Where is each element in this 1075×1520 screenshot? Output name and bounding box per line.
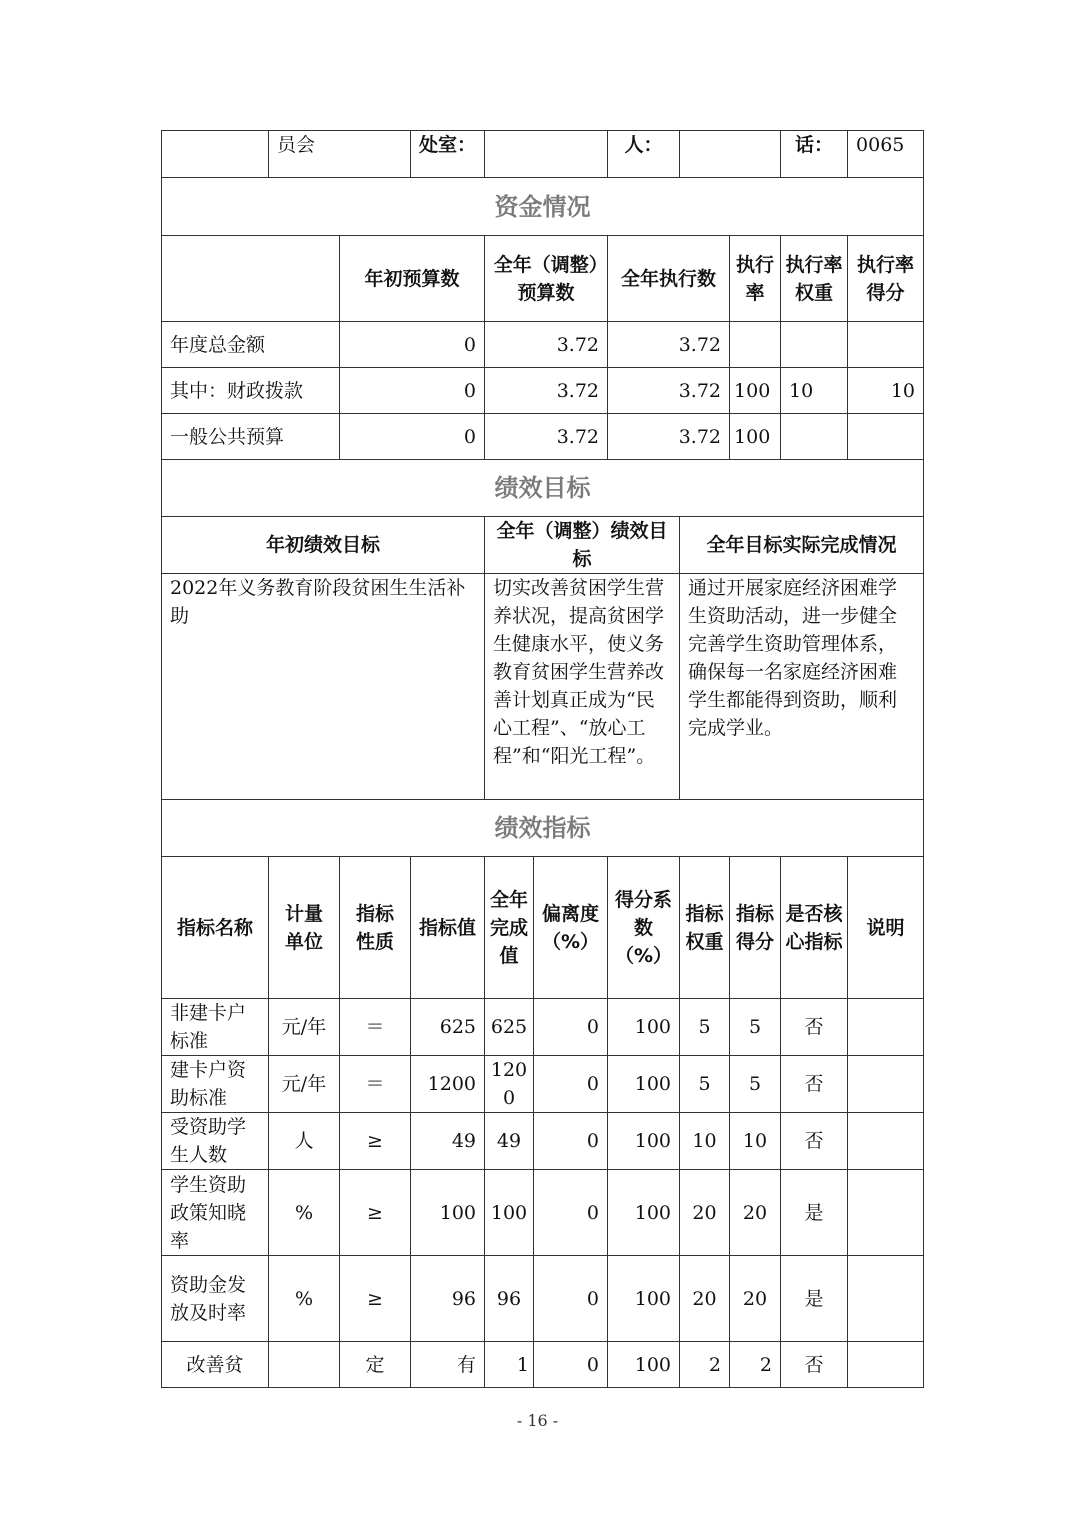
ind-core: 是 — [781, 1256, 848, 1342]
funds-row — [162, 414, 924, 460]
indicator-row — [162, 1256, 924, 1342]
ind-dev: 0 — [534, 1056, 608, 1113]
ind-header-unit: 计量单位 — [269, 857, 340, 999]
ind-nature: ≥ — [340, 1256, 411, 1342]
funds-header-rate: 执行率 — [730, 236, 781, 322]
goals-header-adjusted: 全年（调整）绩效目标 — [485, 517, 680, 574]
ind-dev: 0 — [534, 1342, 608, 1388]
contact-col1 — [162, 131, 269, 178]
ind-header-done: 全年完成值 — [485, 857, 534, 999]
funds-row — [162, 322, 924, 368]
ind-value: 96 — [411, 1256, 485, 1342]
ind-core: 否 — [781, 1056, 848, 1113]
goals-title: 绩效目标 — [162, 460, 924, 517]
ind-note — [848, 1170, 924, 1256]
funds-header-row — [162, 236, 924, 322]
ind-done: 625 — [485, 999, 534, 1056]
ind-name: 学生资助政策知晓率 — [162, 1170, 269, 1256]
ind-done: 49 — [485, 1113, 534, 1170]
ind-nature: ≥ — [340, 1170, 411, 1256]
goal-actual: 通过开展家庭经济困难学生资助活动，进一步健全完善学生资助管理体系，确保每一名家庭经济困难学生都能得到资助，顺利完成学业。 — [680, 574, 924, 800]
funds-header-blank — [162, 236, 340, 322]
ind-score: 20 — [730, 1170, 781, 1256]
ind-coef: 100 — [608, 1342, 680, 1388]
funds-header-score: 执行率得分 — [848, 236, 924, 322]
ind-value: 有 — [411, 1342, 485, 1388]
funds-row-rate: 100 — [730, 414, 781, 460]
page-number: - 16 - — [516, 1411, 559, 1430]
ind-name: 建卡户资助标准 — [162, 1056, 269, 1113]
funds-section — [162, 178, 924, 236]
ind-coef: 100 — [608, 1170, 680, 1256]
ind-weight: 5 — [680, 1056, 730, 1113]
ind-unit: % — [269, 1256, 340, 1342]
ind-name: 改善贫 — [162, 1342, 269, 1388]
ind-value: 100 — [411, 1170, 485, 1256]
ind-core: 否 — [781, 999, 848, 1056]
ind-weight: 20 — [680, 1256, 730, 1342]
ind-dev: 0 — [534, 1256, 608, 1342]
goals-row — [162, 574, 924, 800]
funds-title: 资金情况 — [162, 178, 924, 236]
ind-nature: ＝ — [340, 1056, 411, 1113]
funds-header-executed: 全年执行数 — [608, 236, 730, 322]
ind-header-core: 是否核心指标 — [781, 857, 848, 999]
ind-value: 625 — [411, 999, 485, 1056]
ind-weight: 20 — [680, 1170, 730, 1256]
funds-row-rate: 100 — [730, 368, 781, 414]
funds-row-executed: 3.72 — [608, 414, 730, 460]
ind-note — [848, 1256, 924, 1342]
goal-initial: 2022年义务教育阶段贫困生生活补助 — [162, 574, 485, 800]
ind-core: 是 — [781, 1170, 848, 1256]
ind-unit — [269, 1342, 340, 1388]
funds-row — [162, 368, 924, 414]
ind-coef: 100 — [608, 1256, 680, 1342]
ind-score: 10 — [730, 1113, 781, 1170]
ind-nature: ≥ — [340, 1113, 411, 1170]
ind-score: 5 — [730, 1056, 781, 1113]
funds-row-initial: 0 — [340, 414, 485, 460]
funds-row-score — [848, 322, 924, 368]
funds-row-weight: 10 — [781, 368, 848, 414]
ind-header-value: 指标值 — [411, 857, 485, 999]
goals-header-actual: 全年目标实际完成情况 — [680, 517, 924, 574]
ind-name: 非建卡户标准 — [162, 999, 269, 1056]
ind-note — [848, 1342, 924, 1388]
dept-value — [485, 131, 608, 178]
funds-row-name: 其中：财政拨款 — [162, 368, 340, 414]
funds-row-initial: 0 — [340, 322, 485, 368]
ind-dev: 0 — [534, 1113, 608, 1170]
report-table — [161, 130, 924, 1388]
funds-header-initial: 年初预算数 — [340, 236, 485, 322]
ind-nature: ＝ — [340, 999, 411, 1056]
ind-coef: 100 — [608, 999, 680, 1056]
person-label: 人： — [608, 131, 680, 178]
person-value — [680, 131, 781, 178]
ind-header-coef: 得分系数（%） — [608, 857, 680, 999]
funds-row-score — [848, 414, 924, 460]
ind-score: 5 — [730, 999, 781, 1056]
indicator-row — [162, 1056, 924, 1113]
funds-row-rate — [730, 322, 781, 368]
funds-header-weight: 执行率权重 — [781, 236, 848, 322]
ind-done: 100 — [485, 1170, 534, 1256]
ind-score: 20 — [730, 1256, 781, 1342]
ind-header-score: 指标得分 — [730, 857, 781, 999]
ind-note — [848, 1056, 924, 1113]
funds-row-name: 年度总金额 — [162, 322, 340, 368]
unit-name: 员会 — [269, 131, 411, 178]
ind-nature: 定 — [340, 1342, 411, 1388]
ind-done: 1200 — [485, 1056, 534, 1113]
ind-value: 1200 — [411, 1056, 485, 1113]
ind-weight: 10 — [680, 1113, 730, 1170]
ind-weight: 2 — [680, 1342, 730, 1388]
ind-coef: 100 — [608, 1113, 680, 1170]
funds-row-initial: 0 — [340, 368, 485, 414]
ind-name: 受资助学生人数 — [162, 1113, 269, 1170]
ind-core: 否 — [781, 1342, 848, 1388]
ind-done: 96 — [485, 1256, 534, 1342]
funds-row-adjusted: 3.72 — [485, 414, 608, 460]
ind-dev: 0 — [534, 999, 608, 1056]
goals-section — [162, 460, 924, 517]
funds-row-weight — [781, 414, 848, 460]
ind-dev: 0 — [534, 1170, 608, 1256]
ind-weight: 5 — [680, 999, 730, 1056]
ind-header-dev: 偏离度（%） — [534, 857, 608, 999]
ind-header-nature: 指标性质 — [340, 857, 411, 999]
ind-done: 1 — [485, 1342, 534, 1388]
funds-row-adjusted: 3.72 — [485, 368, 608, 414]
goals-header-initial: 年初绩效目标 — [162, 517, 485, 574]
ind-unit: % — [269, 1170, 340, 1256]
indicator-row — [162, 1170, 924, 1256]
indicator-row — [162, 1342, 924, 1388]
indicators-header-row — [162, 857, 924, 999]
ind-core: 否 — [781, 1113, 848, 1170]
dept-label: 处室： — [411, 131, 485, 178]
ind-name: 资助金发放及时率 — [162, 1256, 269, 1342]
goals-header-row — [162, 517, 924, 574]
ind-value: 49 — [411, 1113, 485, 1170]
ind-unit: 人 — [269, 1113, 340, 1170]
ind-unit: 元/年 — [269, 999, 340, 1056]
indicators-section — [162, 800, 924, 857]
indicators-title: 绩效指标 — [162, 800, 924, 857]
ind-header-weight: 指标权重 — [680, 857, 730, 999]
funds-row-adjusted: 3.72 — [485, 322, 608, 368]
funds-header-adjusted: 全年（调整）预算数 — [485, 236, 608, 322]
ind-score: 2 — [730, 1342, 781, 1388]
ind-header-name: 指标名称 — [162, 857, 269, 999]
ind-note — [848, 1113, 924, 1170]
funds-row-executed: 3.72 — [608, 368, 730, 414]
ind-coef: 100 — [608, 1056, 680, 1113]
phone-label: 话： — [781, 131, 848, 178]
indicator-row — [162, 999, 924, 1056]
ind-note — [848, 999, 924, 1056]
phone-value: 0065 — [848, 131, 924, 178]
ind-unit: 元/年 — [269, 1056, 340, 1113]
goal-adjusted: 切实改善贫困学生营养状况，提高贫困学生健康水平，使义务教育贫困学生营养改善计划真正成为“民心工程”、“放心工程”和“阳光工程”。 — [485, 574, 680, 800]
contact-row — [162, 131, 924, 178]
funds-row-executed: 3.72 — [608, 322, 730, 368]
funds-row-weight — [781, 322, 848, 368]
funds-row-name: 一般公共预算 — [162, 414, 340, 460]
indicator-row — [162, 1113, 924, 1170]
funds-row-score: 10 — [848, 368, 924, 414]
ind-header-note: 说明 — [848, 857, 924, 999]
